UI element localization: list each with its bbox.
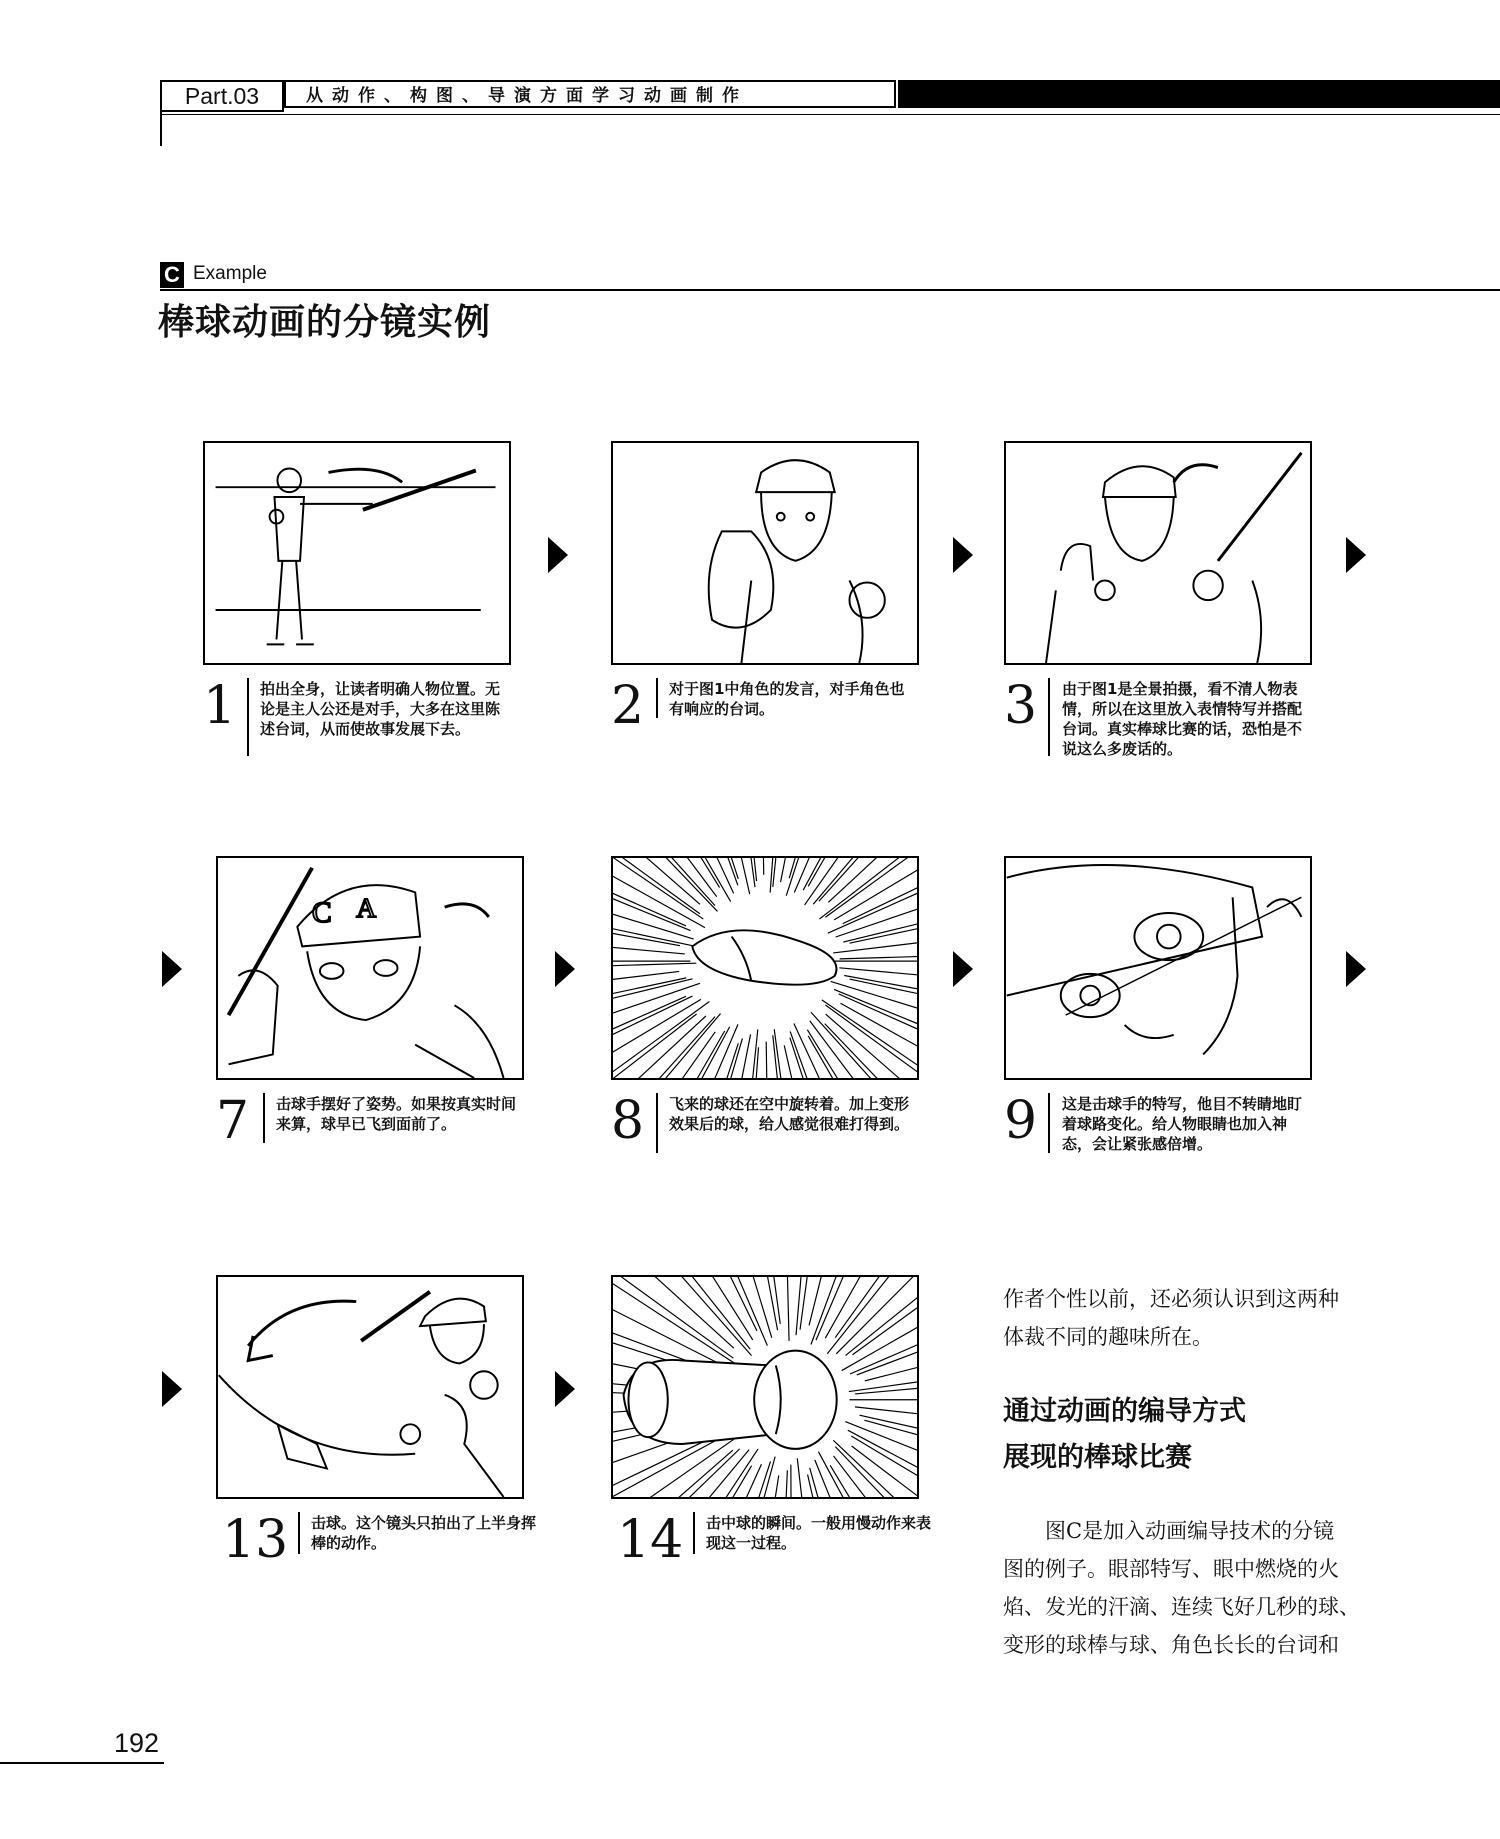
header-tick [160,110,162,146]
chapter-title: 从动作、构图、导演方面学习动画制作 [284,80,896,108]
panel-caption-14: 击中球的瞬间。一般用慢动作来表现这一过程。 [706,1514,932,1552]
panel-caption-3: 由于图1是全景拍摄，看不清人物表情，所以在这里放入表情特写并搭配台词。真实棒球比赛的话，恐怕是不说这么多废话的。 [1062,680,1303,758]
storyboard-panel-7 [216,856,524,1080]
storyboard-panel-1 [203,441,511,665]
panel-number-13: 13 [222,1510,289,1570]
caption-divider [1048,678,1050,756]
storyboard-panel-3 [1004,441,1312,665]
sketch-batter-eye-closeup [1006,858,1310,1078]
panel-number-7: 7 [216,1091,250,1151]
panel-number-9: 9 [1004,1091,1038,1151]
body-paragraph-1: 作者个性以前，还必须认识到这两种 体裁不同的趣味所在。 [1003,1287,1339,1349]
panel-caption-8: 飞来的球还在空中旋转着。加上变形效果后的球，给人感觉很难打得到。 [669,1095,910,1133]
sketch-spinning-ball-speedlines [613,858,917,1078]
next-arrow-icon [555,1371,575,1407]
storyboard-panel-2 [611,441,919,665]
next-arrow-icon [162,1371,182,1407]
section-badge: C [160,262,184,288]
next-arrow-icon [548,537,568,573]
caption-divider [656,1093,658,1153]
caption-divider [263,1093,265,1143]
chapter-header [160,80,1500,110]
sketch-batter-swing [218,1277,522,1497]
caption-divider [298,1512,300,1554]
sketch-player-thumbs-up [1006,443,1310,663]
sketch-batter-ready-stance [218,858,522,1078]
section-rule [160,289,1500,291]
panel-caption-2: 对于图1中角色的发言，对手角色也有响应的台词。 [669,680,905,718]
next-arrow-icon [953,951,973,987]
panel-caption-1: 拍出全身，让读者明确人物位置。无论是主人公还是对手，大多在这里陈述台词，从而使故事发展下去。 [260,680,501,738]
svg-text:A: A [356,891,377,923]
panel-caption-13: 击球。这个镜头只拍出了上半身挥棒的动作。 [311,1514,537,1552]
next-arrow-icon [1346,951,1366,987]
panel-number-2: 2 [611,676,645,736]
panel-number-8: 8 [611,1091,645,1151]
part-label: Part.03 [160,80,284,112]
storyboard-panel-14 [611,1275,919,1499]
next-arrow-icon [555,951,575,987]
panel-number-1: 1 [203,676,237,736]
caption-divider [656,678,658,718]
panel-caption-9: 这是击球手的特写，他目不转睛地盯着球路变化。给人物眼睛也加入神态，会让紧张感倍增。 [1062,1095,1303,1153]
svg-text:C: C [312,896,332,929]
next-arrow-icon [162,951,182,987]
caption-divider [247,678,249,756]
page-number: 192 [114,1728,160,1758]
caption-divider [693,1512,695,1554]
storyboard-panel-8 [611,856,919,1080]
section-tag: Example [193,263,267,284]
body-subheading-line-1: 通过动画的编导方式 [1003,1396,1246,1427]
next-arrow-icon [953,537,973,573]
page-number-rule [0,1762,164,1764]
body-subheading-line-2: 展现的棒球比赛 [1003,1442,1192,1473]
sketch-player-with-glove [613,443,917,663]
panel-number-3: 3 [1004,676,1038,736]
section-title: 棒球动画的分镜实例 [158,302,492,343]
panel-number-14: 14 [617,1510,684,1570]
header-rule [160,114,1500,115]
caption-divider [1048,1093,1050,1153]
storyboard-panel-9 [1004,856,1312,1080]
panel-caption-7: 击球手摆好了姿势。如果按真实时间来算，球早已飞到面前了。 [276,1095,517,1133]
sketch-batter-full-body [205,443,509,663]
storyboard-panel-13 [216,1275,524,1499]
sketch-bat-hits-ball [613,1277,917,1497]
next-arrow-icon [1346,537,1366,573]
header-black-band [898,80,1500,108]
body-paragraph-2: 图C是加入动画编导技术的分镜 图的例子。眼部特写、眼中燃烧的火 焰、发光的汗滴、连续飞好几秒的球、 变形的球棒与球、角色长长的台词和 [1003,1519,1360,1657]
